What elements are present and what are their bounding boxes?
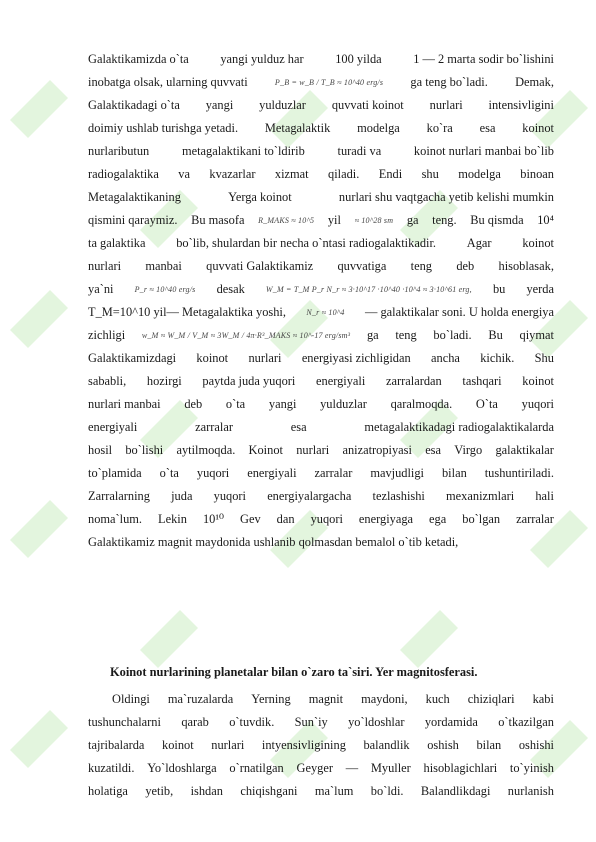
text-segment: ma`lum — [314, 784, 354, 798]
text-segment: esa — [425, 443, 442, 457]
text-segment: mavjudligi — [370, 466, 425, 480]
text-segment: noma`lum. — [88, 512, 143, 526]
text-segment: anizatropiyasi — [342, 443, 412, 457]
text-segment: — — [345, 761, 359, 775]
text-segment: quvvatiga — [337, 259, 387, 273]
text-segment: yuqori — [196, 466, 230, 480]
paragraph-1 — [88, 48, 554, 554]
text-segment: zarralardan — [386, 374, 442, 388]
text-segment: nurlari manbai — [88, 397, 161, 411]
text-segment: energiyaga — [358, 512, 414, 526]
text-segment: ma`ruzalarda — [167, 692, 234, 706]
text-segment: deb — [184, 397, 203, 411]
text-segment: Oldingi — [112, 692, 150, 706]
text-segment: Bu masofa — [191, 213, 245, 227]
text-line — [88, 688, 554, 711]
text-line — [88, 48, 554, 71]
formula: P_r ≈ 10^40 erg/s — [134, 285, 196, 294]
text-segment: bilan — [476, 738, 502, 752]
text-segment: qarab — [181, 715, 209, 729]
text-segment: 100 yilda — [335, 52, 382, 66]
text-segment: kichik. — [480, 351, 515, 365]
text-line — [88, 301, 554, 324]
text-segment: intensivligini — [488, 98, 554, 112]
text-segment: Koinot — [248, 443, 283, 457]
text-segment: aytilmoqda. — [176, 443, 236, 457]
text-segment: ta galaktika — [88, 236, 146, 250]
text-segment: xizmat — [274, 167, 309, 181]
section-heading: Koinot nurlarining planetalar bilan o`zaro ta`siri. Yer magnitosferasi. — [110, 665, 478, 679]
text-segment: Yerning — [251, 692, 291, 706]
text-segment: tajribalarda — [88, 738, 145, 752]
text-segment: Lekin — [158, 512, 187, 526]
text-segment: ishdan — [190, 784, 223, 798]
text-segment: yangi yulduz har — [220, 52, 304, 66]
text-line — [88, 780, 554, 803]
text-segment: nurlari shu vaqtgacha yetib kelishi mumkin — [338, 190, 554, 204]
text-segment: zarralar — [314, 466, 353, 480]
text-segment: galaktikalar — [495, 443, 554, 457]
text-segment: doimiy ushlab turishga yetadi. — [88, 121, 239, 135]
text-segment: inobatga olsak, ularning quvvati — [88, 75, 248, 89]
text-line — [88, 734, 554, 757]
text-segment: energiyali — [247, 466, 297, 480]
text-segment: quvvati koinot — [331, 98, 404, 112]
text-line — [88, 324, 554, 347]
text-segment: to`plamida — [88, 466, 142, 480]
text-segment: metagalaktikadagi radiogalaktikalarda — [364, 420, 554, 434]
text-segment: 10¹⁰ — [202, 512, 225, 526]
text-segment: Bu — [488, 328, 503, 342]
text-line — [88, 94, 554, 117]
text-segment: energiyalargacha — [267, 489, 352, 503]
text-segment: koinot — [522, 374, 554, 388]
formula: w_M ≈ W_M / V_M ≈ 3W_M / 4π·R³_MAKS ≈ 10^-17 erg/sm³ — [141, 331, 351, 340]
text-line — [88, 439, 554, 462]
text-segment: mexanizmlari — [446, 489, 515, 503]
text-segment: paytda juda yuqori — [202, 374, 296, 388]
text-segment: qaralmoqda. — [390, 397, 453, 411]
text-segment: nurlanish — [507, 784, 554, 798]
text-line — [88, 416, 554, 439]
text-segment: Agar — [466, 236, 492, 250]
text-segment: hisoblagichlari — [423, 761, 498, 775]
text-segment: nurlari — [429, 98, 463, 112]
text-segment: 1 — 2 marta sodir bo`lishini — [413, 52, 554, 66]
text-segment: nurlari — [88, 259, 122, 273]
text-segment: nurlaributun — [88, 144, 150, 158]
text-segment: to`yinish — [509, 761, 554, 775]
text-segment: nurlari — [211, 738, 245, 752]
text-segment: ancha — [431, 351, 460, 365]
text-segment: kabi — [532, 692, 554, 706]
text-segment: o`tkazilgan — [498, 715, 554, 729]
text-segment: tushuntiriladi. — [484, 466, 554, 480]
text-segment: Galaktikamiz magnit maydonida ushlanib qolmasdan bemalol o`tib ketadi, — [88, 535, 459, 549]
text-segment: O`ta — [475, 397, 498, 411]
text-segment: dan — [276, 512, 295, 526]
text-segment: manbai — [145, 259, 182, 273]
text-segment: va — [178, 167, 190, 181]
text-line — [88, 140, 554, 163]
text-segment: chiziqlari — [467, 692, 515, 706]
text-segment: intyensivligining — [261, 738, 346, 752]
text-segment: Demak, — [515, 75, 554, 89]
paragraph-2 — [88, 688, 554, 803]
text-segment: hali — [535, 489, 554, 503]
text-segment: koinot — [196, 351, 229, 365]
text-segment: holatiga — [88, 784, 128, 798]
text-segment: ga — [366, 328, 379, 342]
formula: W_M = T_M P_r N_r ≈ 3·10^17 ·10^40 ·10^4 ≈ 3·10^61 erg, — [265, 285, 472, 294]
text-segment: yil — [327, 213, 341, 227]
text-line — [88, 186, 554, 209]
text-segment: bo`lib, shulardan bir necha o`ntasi radiogalaktikadir. — [176, 236, 436, 250]
text-segment: 10⁴ — [537, 213, 554, 227]
text-segment: metagalaktikani to`ldirib — [181, 144, 305, 158]
text-segment: yuqori — [521, 397, 554, 411]
text-segment: chiqishgani — [240, 784, 298, 798]
formula: R_MAKS ≈ 10^5 — [258, 216, 315, 225]
text-line — [88, 71, 554, 94]
text-segment: yuqori — [310, 512, 343, 526]
text-segment: Sun`iy — [294, 715, 328, 729]
text-segment: Endi — [378, 167, 403, 181]
text-line — [88, 278, 554, 301]
text-segment: nurlari — [296, 443, 330, 457]
text-line — [88, 117, 554, 140]
text-segment: zichligi — [88, 328, 126, 342]
text-segment: kvazarlar — [209, 167, 256, 181]
text-segment: bu — [492, 282, 506, 296]
text-line — [88, 711, 554, 734]
text-line — [88, 393, 554, 416]
text-line — [88, 508, 554, 531]
text-line — [88, 757, 554, 780]
text-segment: hisoblasak, — [498, 259, 554, 273]
text-segment: Yerga koinot — [228, 190, 292, 204]
text-segment: teng — [395, 328, 417, 342]
text-segment: sababli, — [88, 374, 127, 388]
text-line — [88, 209, 554, 232]
text-line — [88, 347, 554, 370]
text-segment: energiyali — [88, 420, 138, 434]
text-segment: magnit — [308, 692, 344, 706]
text-segment: kuzatildi. — [88, 761, 135, 775]
formula: N_r ≈ 10^4 — [306, 308, 345, 317]
text-segment: koinot — [162, 738, 194, 752]
text-segment: zarralar — [195, 420, 233, 434]
text-segment: modelga — [357, 121, 400, 135]
text-segment: yordamida — [424, 715, 478, 729]
text-segment: hosil — [88, 443, 113, 457]
text-segment: qiymat — [519, 328, 554, 342]
text-line — [88, 232, 554, 255]
text-segment: energiyali — [316, 374, 366, 388]
text-segment: teng. — [432, 213, 457, 227]
formula: ≈ 10^28 sm — [354, 216, 394, 225]
text-segment: bo`ldi. — [370, 784, 404, 798]
text-segment: Metagalaktik — [264, 121, 331, 135]
text-segment: ega — [429, 512, 447, 526]
text-segment: T_M=10^10 yil— Metagalaktika yoshi, — [88, 305, 286, 319]
text-segment: bilan — [441, 466, 467, 480]
text-segment: o`tuvdik. — [229, 715, 275, 729]
text-segment: yetib, — [145, 784, 174, 798]
text-segment: yangi — [205, 98, 234, 112]
text-line — [88, 485, 554, 508]
text-segment: esa — [290, 420, 307, 434]
formula: P_B = w_B / T_B ≈ 10^40 erg/s — [274, 78, 384, 87]
text-segment: o`ta — [225, 397, 246, 411]
text-segment: bo`lgan — [462, 512, 501, 526]
text-segment: koinot — [522, 236, 554, 250]
text-segment: maydoni, — [361, 692, 408, 706]
text-segment: zarralar — [516, 512, 554, 526]
text-segment: radiogalaktika — [88, 167, 159, 181]
text-line — [88, 462, 554, 485]
text-segment: Zarralarning — [88, 489, 150, 503]
text-segment: Balandlikdagi — [420, 784, 491, 798]
text-segment: bo`lishi — [125, 443, 164, 457]
text-segment: kuch — [425, 692, 450, 706]
text-segment: Bu qismda — [470, 213, 524, 227]
text-segment: yo`ldoshlar — [348, 715, 405, 729]
text-segment: Yo`ldoshlarga — [147, 761, 217, 775]
text-segment: quvvati Galaktikamiz — [206, 259, 314, 273]
text-line — [88, 531, 554, 554]
text-segment: binoan — [520, 167, 554, 181]
text-segment: Shu — [534, 351, 554, 365]
text-segment: Galaktikadagi o`ta — [88, 98, 180, 112]
text-segment: balandlik — [363, 738, 410, 752]
text-segment: turadi va — [337, 144, 382, 158]
text-segment: ya`ni — [88, 282, 114, 296]
text-segment: bo`ladi. — [433, 328, 472, 342]
text-segment: tashqari — [462, 374, 502, 388]
text-segment: modelga — [458, 167, 501, 181]
text-segment: yulduzlar — [259, 98, 306, 112]
text-segment: koinot nurlari manbai bo`lib — [413, 144, 554, 158]
text-line — [88, 255, 554, 278]
text-segment: Geyger — [296, 761, 333, 775]
text-segment: oshishi — [518, 738, 554, 752]
text-line — [88, 163, 554, 186]
text-segment: Metagalaktikaning — [88, 190, 181, 204]
text-segment: o`ta — [159, 466, 179, 480]
text-segment: esa — [479, 121, 496, 135]
text-segment: yuqori — [213, 489, 246, 503]
text-segment: hozirgi — [146, 374, 182, 388]
text-segment: teng — [410, 259, 432, 273]
text-segment: qiladi. — [328, 167, 360, 181]
text-segment: oshish — [427, 738, 459, 752]
text-segment: yerda — [526, 282, 554, 296]
text-segment: Galaktikamizda o`ta — [88, 52, 189, 66]
text-segment: nurlari — [248, 351, 282, 365]
text-segment: ga — [406, 213, 419, 227]
text-segment: Galaktikamizdagi — [88, 351, 177, 365]
text-segment: koinot — [522, 121, 554, 135]
text-segment: o`rnatilgan — [229, 761, 284, 775]
text-segment: tezlashishi — [372, 489, 425, 503]
text-segment: qismini qaraymiz. — [88, 213, 178, 227]
text-segment: Virgo — [454, 443, 483, 457]
text-segment: ko`ra — [426, 121, 453, 135]
text-segment: ga teng bo`ladi. — [410, 75, 488, 89]
text-segment: shu — [421, 167, 439, 181]
text-segment: — galaktikalar soni. U holda energiya — [364, 305, 554, 319]
text-segment: Myuller — [370, 761, 411, 775]
text-segment: deb — [456, 259, 475, 273]
text-segment: yangi — [268, 397, 297, 411]
text-segment: juda — [171, 489, 193, 503]
text-segment: desak — [216, 282, 245, 296]
text-segment: energiyasi zichligidan — [301, 351, 411, 365]
text-segment: Gev — [240, 512, 261, 526]
text-segment: tushunchalarni — [88, 715, 161, 729]
text-segment: yulduzlar — [320, 397, 367, 411]
text-line — [88, 370, 554, 393]
